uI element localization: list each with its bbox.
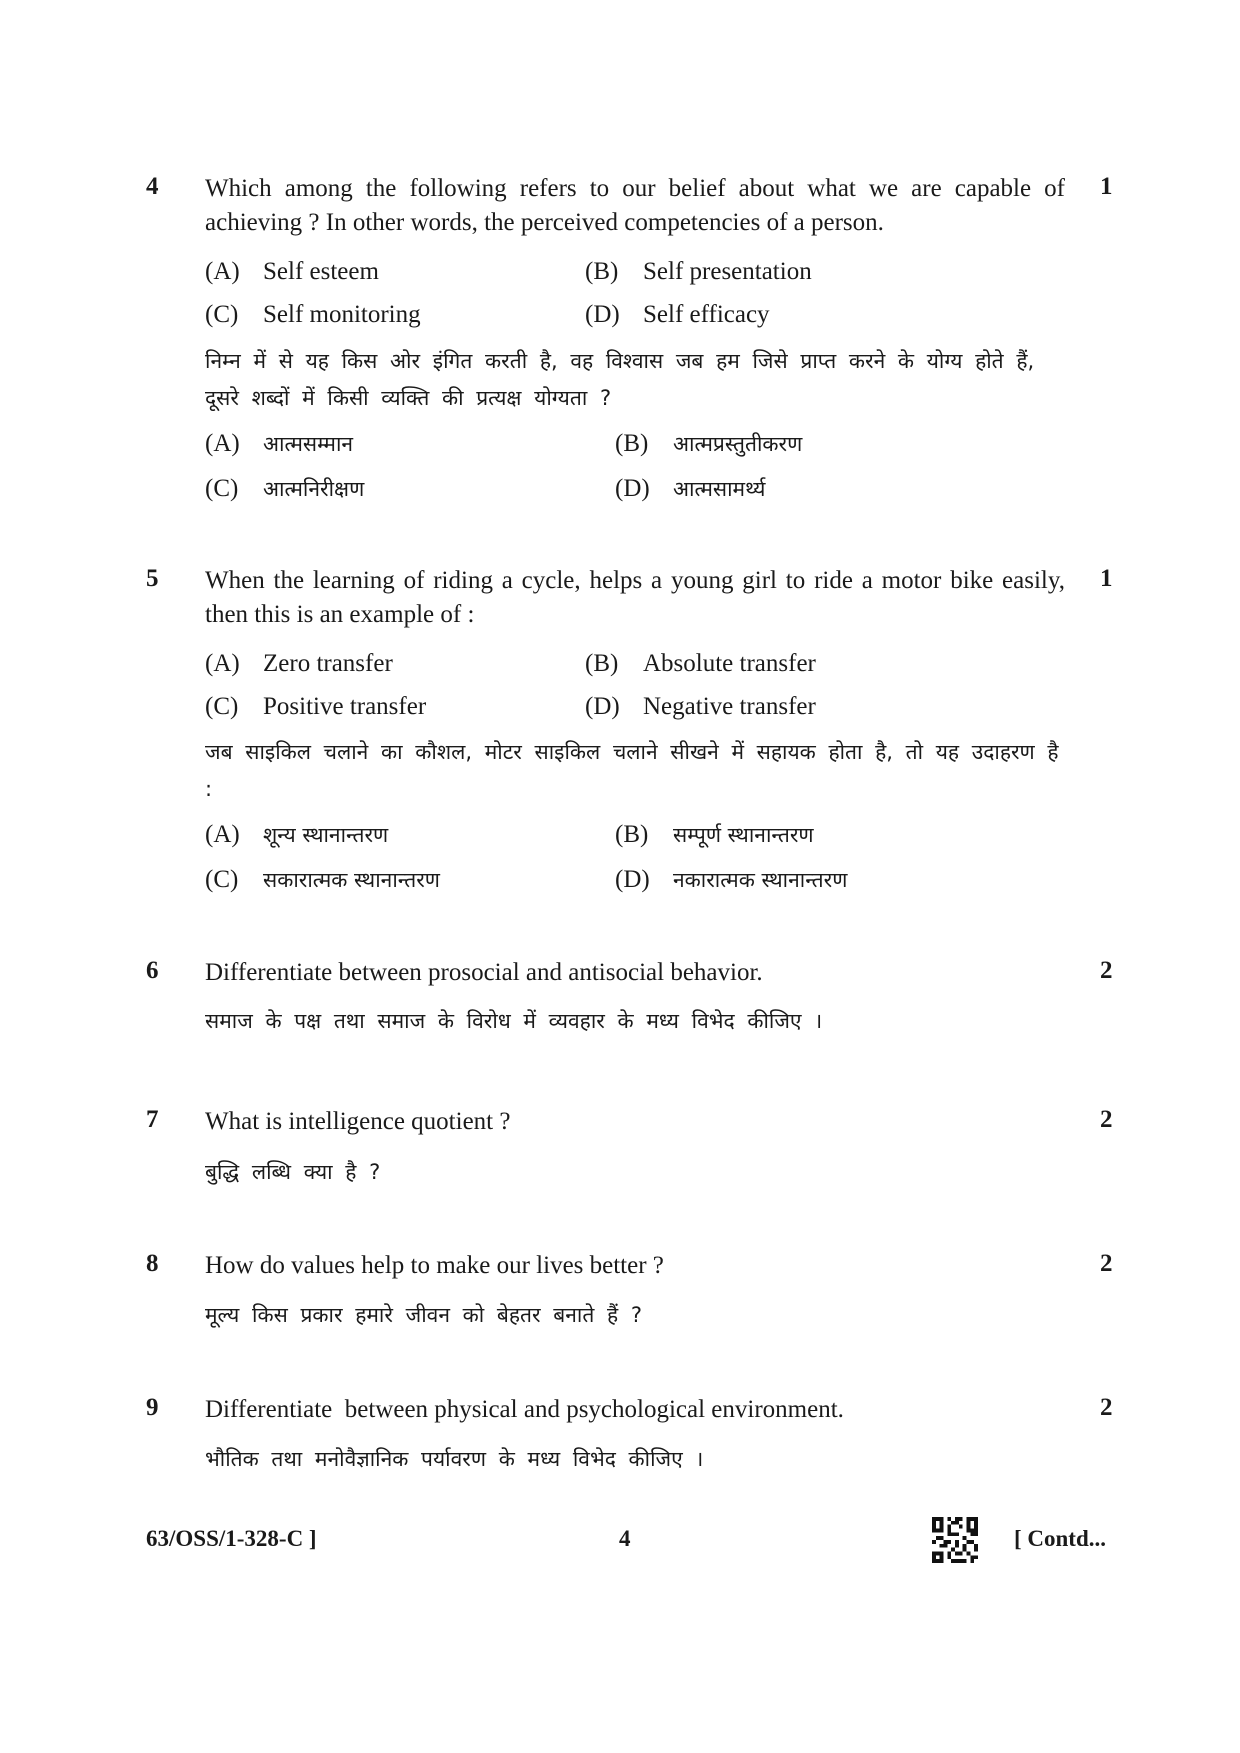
option-text: Self efficacy	[643, 301, 770, 328]
option-label: (A)	[205, 430, 240, 457]
question-number: 4	[146, 173, 159, 200]
question-marks: 2	[1100, 1250, 1113, 1277]
question-text-english: Which among the following refers to our belief about what we are capable of achieving ? In other words, the perceived competencies of a person.	[205, 175, 1065, 236]
option-label: (C)	[205, 866, 239, 893]
option-hi-b	[615, 430, 802, 458]
paper-code: 63/OSS/1-328-C ]	[146, 1526, 317, 1551]
option-label: (B)	[585, 650, 619, 677]
option-label: (D)	[615, 866, 650, 893]
question-marks: 1	[1100, 173, 1113, 200]
option-text: Self presentation	[643, 258, 812, 285]
option-en-b	[585, 650, 816, 678]
question-marks: 2	[1100, 1106, 1113, 1133]
question-marks: 2	[1100, 957, 1113, 984]
question-number: 6	[146, 957, 159, 984]
option-hi-a	[205, 430, 353, 458]
question-number: 5	[146, 565, 159, 592]
qr-code-icon	[932, 1517, 978, 1563]
question-text-english: How do values help to make our lives better ?	[205, 1252, 664, 1279]
option-en-a	[205, 258, 379, 286]
option-en-b	[585, 258, 812, 286]
question-number: 9	[146, 1394, 159, 1421]
question-text-hindi: मूल्य किस प्रकार हमारे जीवन को बेहतर बनाते हैं ?	[205, 1303, 642, 1327]
option-text: नकारात्मक स्थानान्तरण	[673, 868, 848, 892]
option-en-c	[205, 693, 426, 721]
question-text-english: When the learning of riding a cycle, helps a young girl to ride a motor bike easily, then this is an example of :	[205, 567, 1065, 628]
continued-label: [ Contd...	[1014, 1526, 1107, 1551]
question-text-hindi: समाज के पक्ष तथा समाज के विरोध में व्यवहार के मध्य विभेद कीजिए ।	[205, 1009, 823, 1033]
option-hi-a	[205, 821, 388, 849]
option-text: आत्मप्रस्तुतीकरण	[673, 432, 803, 456]
option-label: (C)	[205, 475, 239, 502]
option-text: Absolute transfer	[643, 650, 816, 677]
question-number: 7	[146, 1106, 159, 1133]
question-text-hindi: बुद्धि लब्धि क्या है ?	[205, 1160, 381, 1184]
option-label: (A)	[205, 650, 240, 677]
option-text: Negative transfer	[643, 693, 816, 720]
question-text-hindi: भौतिक तथा मनोवैज्ञानिक पर्यावरण के मध्य विभेद कीजिए ।	[205, 1447, 704, 1471]
option-label: (D)	[585, 693, 620, 720]
option-text: शून्य स्थानान्तरण	[263, 823, 389, 847]
option-en-a	[205, 650, 393, 678]
option-en-d	[585, 693, 816, 721]
option-hi-d	[615, 475, 765, 503]
question-text-hindi: जब साइकिल चलाने का कौशल, मोटर साइकिल चलाने सीखने में सहायक होता है, तो यह उदाहरण है :	[205, 740, 1059, 801]
page-number: 4	[619, 1526, 631, 1551]
option-label: (D)	[615, 475, 650, 502]
question-text-english: What is intelligence quotient ?	[205, 1108, 511, 1135]
option-label: (A)	[205, 258, 240, 285]
question-marks: 1	[1100, 565, 1113, 592]
option-hi-d	[615, 866, 847, 894]
option-text: आत्मसम्मान	[263, 432, 354, 456]
option-text: आत्मसामर्थ्य	[673, 477, 766, 501]
question-text-hindi: निम्न में से यह किस ओर इंगित करती है, वह विश्वास जब हम जिसे प्राप्त करने के योग्य होते हैं, दूसरे शब्दों में किसी व्यक्ति की प्रत्यक्ष योग्यता ?	[205, 349, 1035, 410]
option-text: Positive transfer	[263, 693, 427, 720]
question-number: 8	[146, 1250, 159, 1277]
option-text: सकारात्मक स्थानान्तरण	[263, 868, 440, 892]
option-en-c	[205, 301, 421, 329]
option-hi-b	[615, 821, 814, 849]
option-label: (C)	[205, 301, 239, 328]
option-text: Self monitoring	[263, 301, 421, 328]
option-hi-c	[205, 475, 364, 503]
option-en-d	[585, 301, 770, 329]
question-text-english: Differentiate between physical and psychological environment.	[205, 1396, 844, 1423]
option-hi-c	[205, 866, 440, 894]
option-label: (A)	[205, 821, 240, 848]
option-text: Self esteem	[263, 258, 379, 285]
question-marks: 2	[1100, 1394, 1113, 1421]
option-text: Zero transfer	[263, 650, 393, 677]
option-label: (D)	[585, 301, 620, 328]
option-label: (B)	[615, 821, 649, 848]
option-text: आत्मनिरीक्षण	[263, 477, 365, 501]
question-text-english: Differentiate between prosocial and antisocial behavior.	[205, 959, 763, 986]
option-text: सम्पूर्ण स्थानान्तरण	[673, 823, 814, 847]
option-label: (C)	[205, 693, 239, 720]
option-label: (B)	[615, 430, 649, 457]
option-label: (B)	[585, 258, 619, 285]
